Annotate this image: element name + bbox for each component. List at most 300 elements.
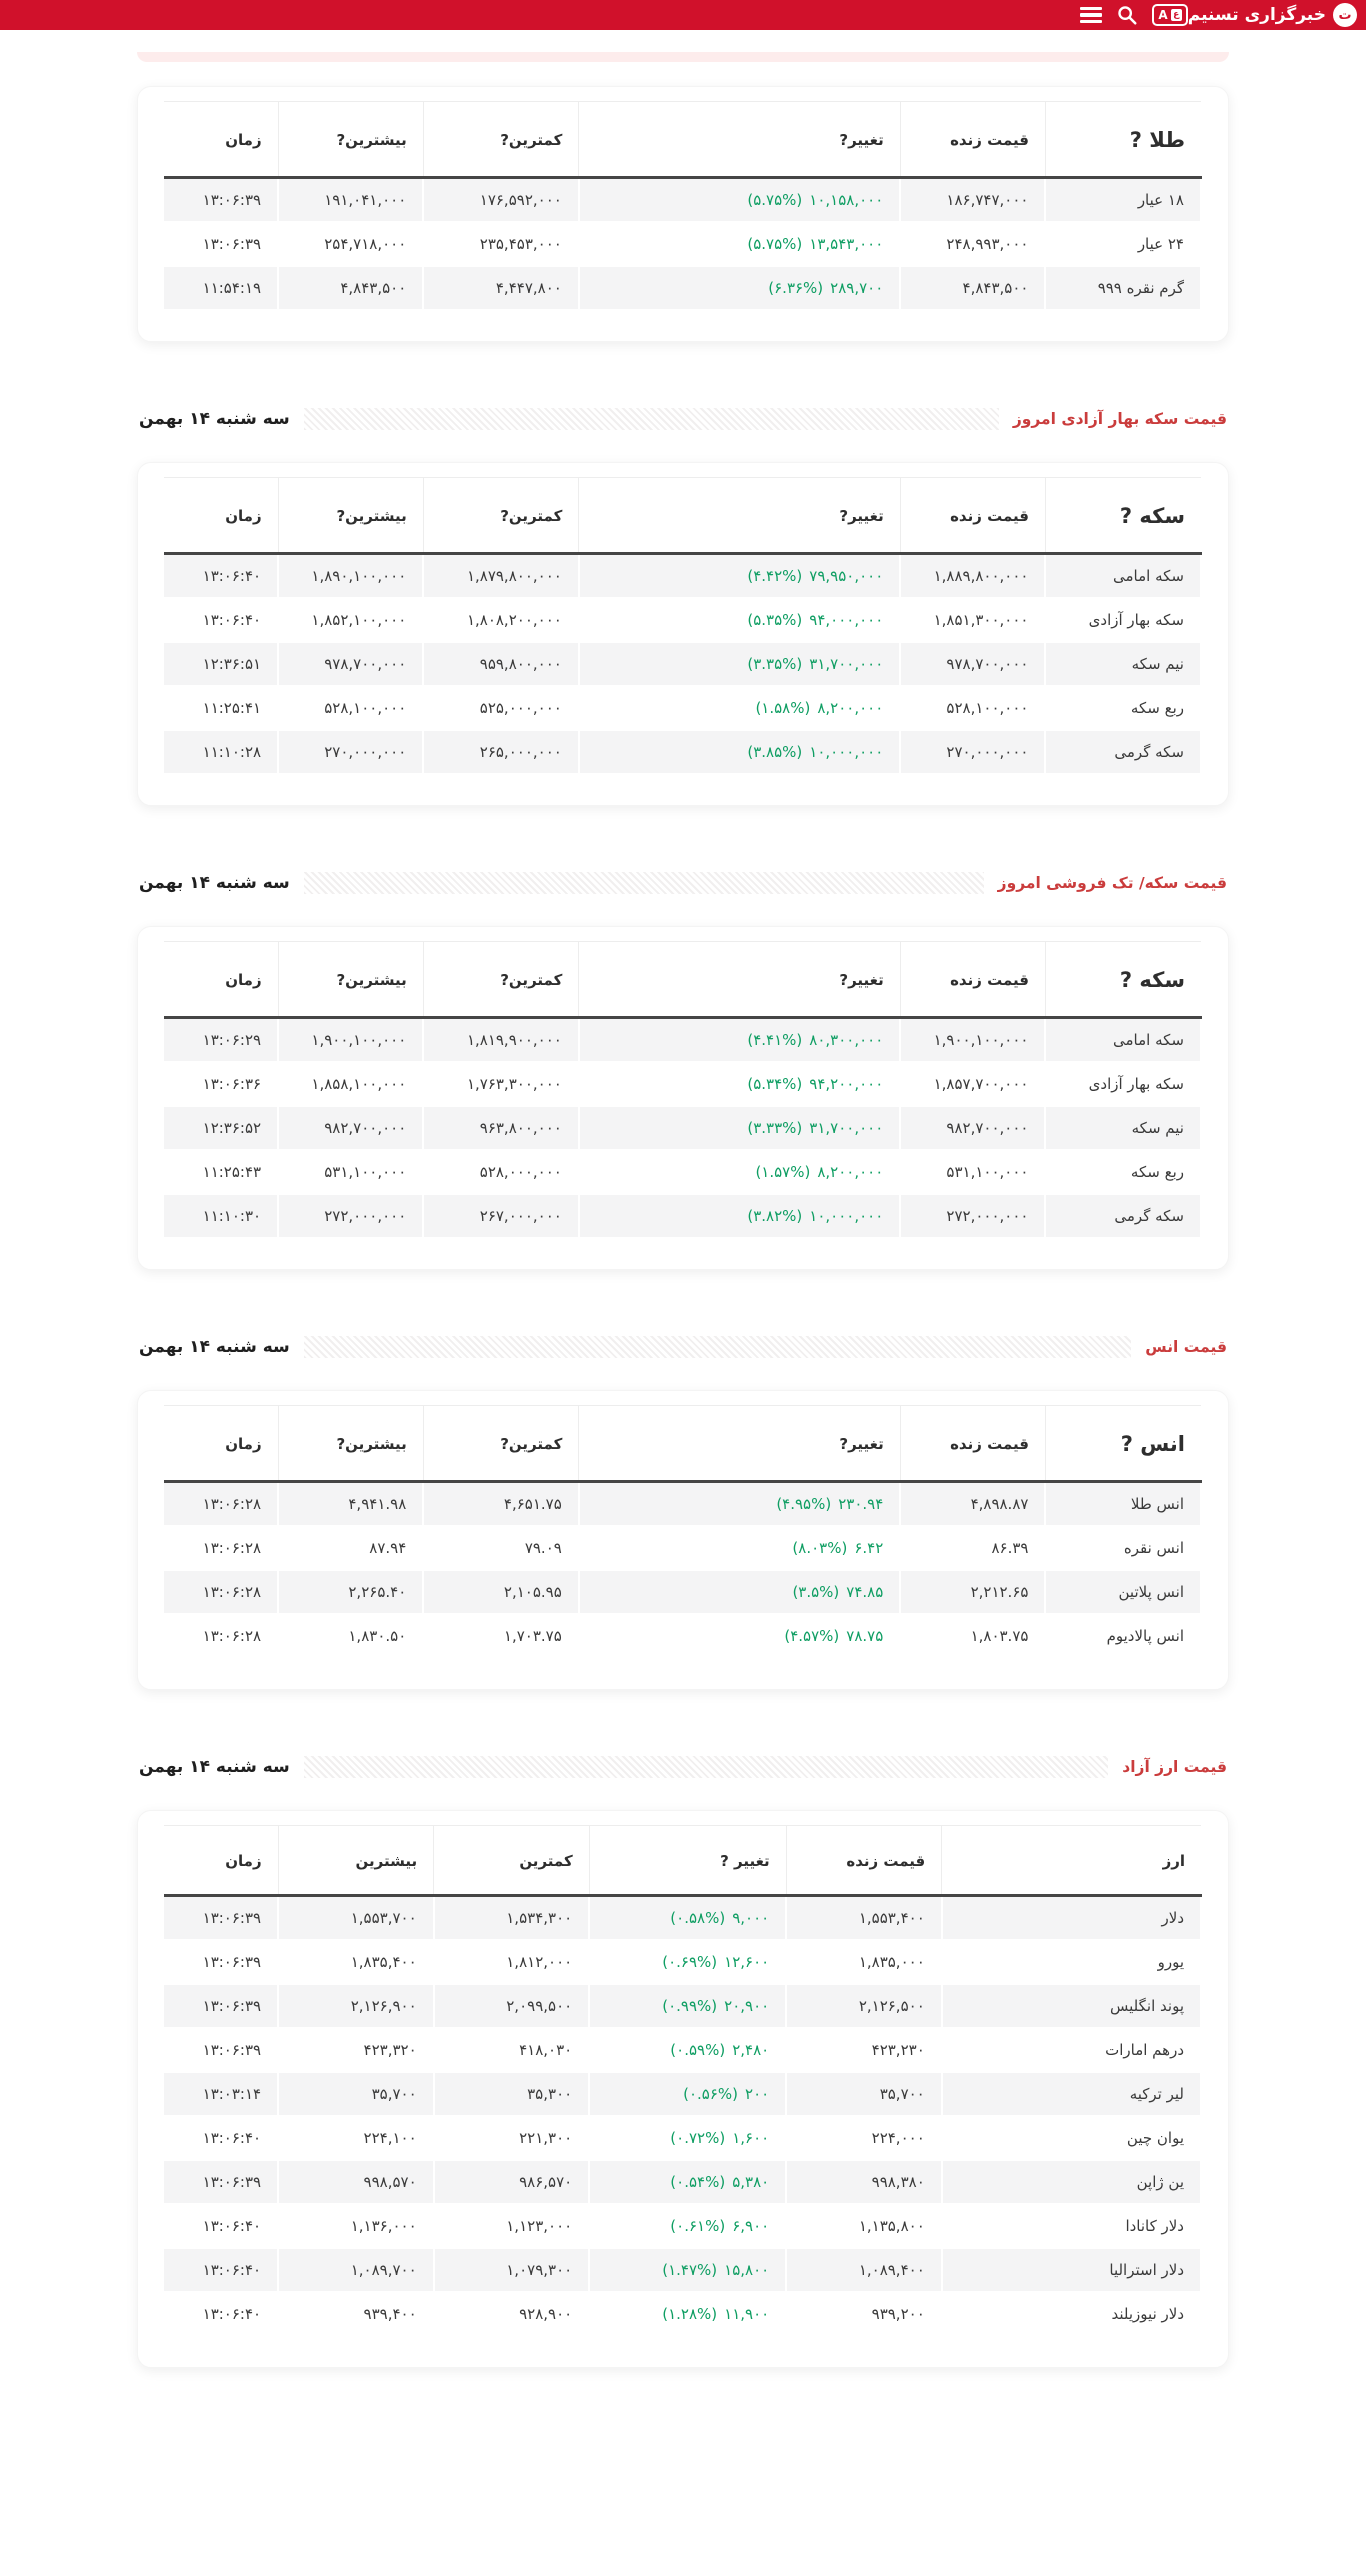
change-cell <box>589 1940 786 1984</box>
max-price: ۵۳۱,۱۰۰,۰۰۰ <box>278 1150 423 1194</box>
max-price: ۱,۸۹۰,۱۰۰,۰۰۰ <box>278 554 423 599</box>
table-row <box>164 554 1201 599</box>
change-percent: (۵.۳۴%) <box>747 1075 803 1093</box>
change-amount: ۷۸.۷۵ <box>846 1627 884 1645</box>
row-label: سکه گرمی <box>1045 730 1201 774</box>
row-label: نیم سکه <box>1045 642 1201 686</box>
col-header-time: زمان <box>164 478 278 554</box>
update-time: ۱۳:۰۶:۴۰ <box>164 2248 278 2292</box>
update-time: ۱۱:۲۵:۴۳ <box>164 1150 278 1194</box>
table-row <box>164 642 1201 686</box>
live-price: ۱,۸۵۷,۷۰۰,۰۰۰ <box>900 1062 1045 1106</box>
section-bar <box>139 1756 1227 1778</box>
live-price: ۳۵,۷۰۰ <box>786 2072 942 2116</box>
row-label: ربع سکه <box>1045 1150 1201 1194</box>
change-percent: (۴.۴۲%) <box>747 567 803 585</box>
change-amount: ۱,۶۰۰ <box>732 2129 770 2147</box>
table-row <box>164 1940 1201 1984</box>
change-cell <box>589 2204 786 2248</box>
table-row <box>164 598 1201 642</box>
max-price: ۴,۹۴۱.۹۸ <box>278 1482 423 1527</box>
col-header-time: زمان <box>164 102 278 178</box>
live-price: ۹۸۲,۷۰۰,۰۰۰ <box>900 1106 1045 1150</box>
min-price: ۹۲۸,۹۰۰ <box>434 2292 590 2336</box>
live-price: ۱,۹۰۰,۱۰۰,۰۰۰ <box>900 1018 1045 1063</box>
change-cell <box>589 1896 786 1941</box>
change-percent: (۵.۷۵%) <box>747 191 803 209</box>
row-label: سکه امامی <box>1045 1018 1201 1063</box>
max-price: ۱,۸۵۲,۱۰۰,۰۰۰ <box>278 598 423 642</box>
change-percent: (۵.۷۵%) <box>747 235 803 253</box>
change-percent: (۸.۰۳%) <box>792 1539 848 1557</box>
stripe-divider <box>304 1336 1132 1358</box>
col-header-change[interactable]: تغییر? <box>579 1406 900 1482</box>
update-time: ۱۳:۰۶:۳۹ <box>164 1896 278 1941</box>
translate-latin-glyph: A <box>1158 8 1168 22</box>
change-percent: (۳.۵%) <box>792 1583 840 1601</box>
coin-bahar-price-table <box>164 477 1202 775</box>
col-header-ounce[interactable]: انس ? <box>1045 1406 1201 1482</box>
min-price: ۲۶۷,۰۰۰,۰۰۰ <box>423 1194 579 1238</box>
table-header-row <box>164 1406 1201 1482</box>
change-cell <box>579 1194 900 1238</box>
live-price: ۱,۸۸۹,۸۰۰,۰۰۰ <box>900 554 1045 599</box>
update-time: ۱۳:۰۶:۲۸ <box>164 1614 278 1658</box>
update-time: ۱۳:۰۳:۱۴ <box>164 2072 278 2116</box>
min-price: ۴,۴۴۷,۸۰۰ <box>423 266 579 310</box>
max-price: ۹۹۸,۵۷۰ <box>278 2160 434 2204</box>
change-amount: ۱۵,۸۰۰ <box>724 2261 770 2279</box>
row-label: انس نقره <box>1045 1526 1201 1570</box>
table-row <box>164 1018 1201 1063</box>
row-label: دلار کانادا <box>942 2204 1201 2248</box>
update-time: ۱۳:۰۶:۳۹ <box>164 1984 278 2028</box>
app-header <box>0 0 1366 30</box>
table-row <box>164 1984 1201 2028</box>
min-price: ۹۵۹,۸۰۰,۰۰۰ <box>423 642 579 686</box>
update-time: ۱۳:۰۶:۴۰ <box>164 2292 278 2336</box>
col-header-time: زمان <box>164 1826 278 1896</box>
table-header-row <box>164 478 1201 554</box>
row-label: یوان چین <box>942 2116 1201 2160</box>
table-header-row <box>164 102 1201 178</box>
change-percent: (۱.۴۷%) <box>662 2261 718 2279</box>
min-price: ۲۲۱,۳۰۰ <box>434 2116 590 2160</box>
min-price: ۲۳۵,۴۵۳,۰۰۰ <box>423 222 579 266</box>
min-price: ۴۱۸,۰۳۰ <box>434 2028 590 2072</box>
change-cell <box>579 266 900 310</box>
row-label: یورو <box>942 1940 1201 1984</box>
table-row <box>164 2116 1201 2160</box>
coin-single-card <box>137 926 1229 1270</box>
change-percent: (۴.۵۷%) <box>784 1627 840 1645</box>
change-amount: ۹,۰۰۰ <box>732 1909 770 1927</box>
update-time: ۱۳:۰۶:۴۰ <box>164 554 278 599</box>
change-cell <box>579 1062 900 1106</box>
min-price: ۵۲۸,۰۰۰,۰۰۰ <box>423 1150 579 1194</box>
col-header-gold[interactable]: طلا ? <box>1045 102 1201 178</box>
change-amount: ۲۰۰ <box>745 2085 770 2103</box>
row-label: نیم سکه <box>1045 1106 1201 1150</box>
live-price: ۴,۸۴۳,۵۰۰ <box>900 266 1045 310</box>
live-price: ۱,۵۵۳,۴۰۰ <box>786 1896 942 1941</box>
max-price: ۲۲۴,۱۰۰ <box>278 2116 434 2160</box>
col-header-live: قیمت زنده <box>900 478 1045 554</box>
max-price: ۱,۰۸۹,۷۰۰ <box>278 2248 434 2292</box>
live-price: ۹۹۸,۳۸۰ <box>786 2160 942 2204</box>
table-row <box>164 266 1201 310</box>
stripe-divider <box>304 1756 1108 1778</box>
col-header-min[interactable]: کمترین? <box>423 1406 579 1482</box>
min-price: ۱,۸۱۲,۰۰۰ <box>434 1940 590 1984</box>
min-price: ۱,۵۳۴,۳۰۰ <box>434 1896 590 1941</box>
change-percent: (۰.۷۲%) <box>670 2129 726 2147</box>
col-header-min[interactable]: کمترین? <box>423 478 579 554</box>
max-price: ۲۵۴,۷۱۸,۰۰۰ <box>278 222 423 266</box>
update-time: ۱۲:۳۶:۵۱ <box>164 642 278 686</box>
translate-icon[interactable] <box>1152 4 1187 26</box>
update-time: ۱۳:۰۶:۳۹ <box>164 2160 278 2204</box>
change-amount: ۸,۲۰۰,۰۰۰ <box>817 699 884 717</box>
table-row <box>164 1896 1201 1941</box>
change-percent: (۳.۸۵%) <box>747 743 803 761</box>
min-price: ۲,۰۹۹,۵۰۰ <box>434 1984 590 2028</box>
table-row <box>164 2160 1201 2204</box>
min-price: ۴,۶۵۱.۷۵ <box>423 1482 579 1527</box>
change-cell <box>589 2116 786 2160</box>
update-time: ۱۱:۱۰:۳۰ <box>164 1194 278 1238</box>
live-price: ۹۷۸,۷۰۰,۰۰۰ <box>900 642 1045 686</box>
live-price: ۱,۸۰۳.۷۵ <box>900 1614 1045 1658</box>
change-percent: (۱.۵۸%) <box>755 699 811 717</box>
section-bar <box>139 408 1227 430</box>
live-price: ۴,۸۹۸.۸۷ <box>900 1482 1045 1527</box>
change-percent: (۰.۵۴%) <box>670 2173 726 2191</box>
row-label: دلار <box>942 1896 1201 1941</box>
table-row <box>164 2248 1201 2292</box>
row-label: ین ژاپن <box>942 2160 1201 2204</box>
live-price: ۲۴۸,۹۹۳,۰۰۰ <box>900 222 1045 266</box>
live-price: ۲۷۲,۰۰۰,۰۰۰ <box>900 1194 1045 1238</box>
section-date: سه شنبه ۱۴ بهمن <box>139 873 290 893</box>
col-header-change[interactable]: تغییر? <box>579 102 900 178</box>
max-price: ۱,۱۳۶,۰۰۰ <box>278 2204 434 2248</box>
table-row <box>164 2204 1201 2248</box>
section-bar <box>139 1336 1227 1358</box>
section-title-link[interactable]: قیمت انس <box>1145 1338 1227 1356</box>
col-header-min: کمترین <box>434 1826 590 1896</box>
col-header-time: زمان <box>164 942 278 1018</box>
table-row <box>164 2292 1201 2336</box>
update-time: ۱۳:۰۶:۲۸ <box>164 1526 278 1570</box>
max-price: ۳۵,۷۰۰ <box>278 2072 434 2116</box>
min-price: ۹۶۳,۸۰۰,۰۰۰ <box>423 1106 579 1150</box>
row-label: سکه امامی <box>1045 554 1201 599</box>
live-price: ۵۲۸,۱۰۰,۰۰۰ <box>900 686 1045 730</box>
gold-price-table <box>164 101 1202 311</box>
row-label: دلار استرالیا <box>942 2248 1201 2292</box>
change-amount: ۳۱,۷۰۰,۰۰۰ <box>809 655 884 673</box>
change-amount: ۸۰,۳۰۰,۰۰۰ <box>809 1031 884 1049</box>
update-time: ۱۳:۰۶:۲۹ <box>164 1018 278 1063</box>
brand-name: خبرگزاری تسنیم <box>1187 5 1326 25</box>
change-percent: (۰.۶۹%) <box>662 1953 718 1971</box>
row-label: پوند انگلیس <box>942 1984 1201 2028</box>
section-title-link[interactable]: قیمت سکه/ تک فروشی امروز <box>997 874 1227 892</box>
change-cell <box>589 2160 786 2204</box>
change-cell <box>579 1614 900 1658</box>
change-amount: ۶.۴۲ <box>854 1539 884 1557</box>
change-cell <box>579 554 900 599</box>
row-label: گرم نقره ۹۹۹ <box>1045 266 1201 310</box>
table-row <box>164 1614 1201 1658</box>
coin-single-price-table <box>164 941 1202 1239</box>
col-header-coin[interactable]: سکه ? <box>1045 942 1201 1018</box>
change-cell <box>589 2028 786 2072</box>
row-label: ۲۴ عیار <box>1045 222 1201 266</box>
max-price: ۸۷.۹۴ <box>278 1526 423 1570</box>
col-header-max[interactable]: بیشترین? <box>278 942 423 1018</box>
col-header-max: بیشترین <box>278 1826 434 1896</box>
update-time: ۱۳:۰۶:۴۰ <box>164 2116 278 2160</box>
row-label: سکه بهار آزادی <box>1045 598 1201 642</box>
col-header-change[interactable]: تغییر ? <box>589 1826 786 1896</box>
min-price: ۱,۸۰۸,۲۰۰,۰۰۰ <box>423 598 579 642</box>
stripe-divider <box>304 872 984 894</box>
live-price: ۱,۸۵۱,۳۰۰,۰۰۰ <box>900 598 1045 642</box>
row-label: درهم امارات <box>942 2028 1201 2072</box>
change-amount: ۱۲,۶۰۰ <box>724 1953 770 1971</box>
col-header-live: قیمت زنده <box>900 942 1045 1018</box>
section-ounce <box>137 1336 1229 1690</box>
change-percent: (۰.۵۹%) <box>670 2041 726 2059</box>
row-label: ربع سکه <box>1045 686 1201 730</box>
col-header-currency: ارز <box>942 1826 1201 1896</box>
section-bar <box>139 872 1227 894</box>
change-amount: ۳۱,۷۰۰,۰۰۰ <box>809 1119 884 1137</box>
change-cell <box>579 1482 900 1527</box>
col-header-min[interactable]: کمترین? <box>423 102 579 178</box>
content-column <box>137 52 1229 2368</box>
min-price: ۳۵,۳۰۰ <box>434 2072 590 2116</box>
row-label: دلار نیوزیلند <box>942 2292 1201 2336</box>
row-label: انس طلا <box>1045 1482 1201 1527</box>
max-price: ۴۲۳,۳۲۰ <box>278 2028 434 2072</box>
col-header-live: قیمت زنده <box>786 1826 942 1896</box>
update-time: ۱۳:۰۶:۲۸ <box>164 1570 278 1614</box>
live-price: ۲,۱۲۶,۵۰۰ <box>786 1984 942 2028</box>
topbar-icons <box>1080 4 1187 26</box>
currency-card <box>137 1810 1229 2368</box>
max-price: ۱,۸۳۰.۵۰ <box>278 1614 423 1658</box>
table-row <box>164 2072 1201 2116</box>
coin-bahar-card <box>137 462 1229 806</box>
max-price: ۱,۸۳۵,۴۰۰ <box>278 1940 434 1984</box>
min-price: ۲,۱۰۵.۹۵ <box>423 1570 579 1614</box>
tasnim-emblem-icon: ت <box>1333 3 1357 27</box>
row-label: سکه بهار آزادی <box>1045 1062 1201 1106</box>
update-time: ۱۳:۰۶:۳۹ <box>164 178 278 223</box>
currency-price-table <box>164 1825 1202 2337</box>
translate-rtl-glyph: ع <box>1171 9 1182 21</box>
menu-icon[interactable] <box>1080 7 1102 24</box>
update-time: ۱۱:۲۵:۴۱ <box>164 686 278 730</box>
change-percent: (۰.۶۱%) <box>670 2217 726 2235</box>
change-percent: (۱.۲۸%) <box>662 2305 718 2323</box>
section-title-link[interactable]: قیمت ارز آزاد <box>1122 1758 1227 1776</box>
table-row <box>164 1062 1201 1106</box>
row-label: ۱۸ عیار <box>1045 178 1201 223</box>
row-label: انس پلاتین <box>1045 1570 1201 1614</box>
change-percent: (۱.۵۷%) <box>755 1163 811 1181</box>
table-row <box>164 222 1201 266</box>
min-price: ۷۹.۰۹ <box>423 1526 579 1570</box>
col-header-change[interactable]: تغییر? <box>579 478 900 554</box>
min-price: ۱,۸۷۹,۸۰۰,۰۰۰ <box>423 554 579 599</box>
min-price: ۱,۷۶۳,۳۰۰,۰۰۰ <box>423 1062 579 1106</box>
min-price: ۱۷۶,۵۹۲,۰۰۰ <box>423 178 579 223</box>
change-amount: ۲۸۹,۷۰۰ <box>830 279 884 297</box>
max-price: ۱,۸۵۸,۱۰۰,۰۰۰ <box>278 1062 423 1106</box>
change-amount: ۸,۲۰۰,۰۰۰ <box>817 1163 884 1181</box>
live-price: ۹۳۹,۲۰۰ <box>786 2292 942 2336</box>
change-cell <box>579 642 900 686</box>
tasnim-logo[interactable] <box>1188 3 1357 27</box>
max-price: ۲,۱۲۶,۹۰۰ <box>278 1984 434 2028</box>
change-percent: (۴.۹۵%) <box>776 1495 832 1513</box>
row-label: سکه گرمی <box>1045 1194 1201 1238</box>
live-price: ۲,۲۱۲.۶۵ <box>900 1570 1045 1614</box>
change-amount: ۶,۹۰۰ <box>732 2217 770 2235</box>
change-cell <box>579 178 900 223</box>
change-amount: ۷۴.۸۵ <box>846 1583 884 1601</box>
update-time: ۱۳:۰۶:۴۰ <box>164 598 278 642</box>
update-time: ۱۳:۰۶:۳۹ <box>164 1940 278 1984</box>
live-price: ۱,۸۳۵,۰۰۰ <box>786 1940 942 1984</box>
col-header-min[interactable]: کمترین? <box>423 942 579 1018</box>
min-price: ۲۶۵,۰۰۰,۰۰۰ <box>423 730 579 774</box>
table-header-row <box>164 942 1201 1018</box>
table-row <box>164 1194 1201 1238</box>
change-cell <box>579 730 900 774</box>
section-currency <box>137 1756 1229 2368</box>
update-time: ۱۳:۰۶:۲۸ <box>164 1482 278 1527</box>
change-amount: ۹۴,۰۰۰,۰۰۰ <box>809 611 884 629</box>
update-time: ۱۲:۳۶:۵۲ <box>164 1106 278 1150</box>
max-price: ۹۷۸,۷۰۰,۰۰۰ <box>278 642 423 686</box>
change-cell <box>589 1984 786 2028</box>
update-time: ۱۳:۰۶:۳۹ <box>164 2028 278 2072</box>
change-amount: ۱۳,۵۴۳,۰۰۰ <box>809 235 884 253</box>
max-price: ۲,۲۶۵.۴۰ <box>278 1570 423 1614</box>
max-price: ۱۹۱,۰۴۱,۰۰۰ <box>278 178 423 223</box>
change-cell <box>579 1106 900 1150</box>
change-amount: ۲,۴۸۰ <box>732 2041 770 2059</box>
col-header-max[interactable]: بیشترین? <box>278 478 423 554</box>
change-cell <box>579 1018 900 1063</box>
live-price: ۲۷۰,۰۰۰,۰۰۰ <box>900 730 1045 774</box>
update-time: ۱۱:۵۴:۱۹ <box>164 266 278 310</box>
min-price: ۱,۷۰۳.۷۵ <box>423 1614 579 1658</box>
col-header-time: زمان <box>164 1406 278 1482</box>
row-label: لیر ترکیه <box>942 2072 1201 2116</box>
gold-card <box>137 86 1229 342</box>
table-row <box>164 730 1201 774</box>
change-amount: ۹۴,۲۰۰,۰۰۰ <box>809 1075 884 1093</box>
change-cell <box>579 1526 900 1570</box>
update-time: ۱۳:۰۶:۳۶ <box>164 1062 278 1106</box>
change-cell <box>589 2072 786 2116</box>
live-price: ۱,۱۳۵,۸۰۰ <box>786 2204 942 2248</box>
change-cell <box>579 222 900 266</box>
live-price: ۴۲۳,۲۳۰ <box>786 2028 942 2072</box>
live-price: ۱,۰۸۹,۴۰۰ <box>786 2248 942 2292</box>
table-row <box>164 1150 1201 1194</box>
change-amount: ۱۰,۰۰۰,۰۰۰ <box>809 743 884 761</box>
change-percent: (۳.۳۵%) <box>747 655 803 673</box>
col-header-change[interactable]: تغییر? <box>579 942 900 1018</box>
update-time: ۱۳:۰۶:۴۰ <box>164 2204 278 2248</box>
banner-remnant <box>137 52 1229 62</box>
change-amount: ۲۰,۹۰۰ <box>724 1997 770 2015</box>
col-header-max[interactable]: بیشترین? <box>278 1406 423 1482</box>
table-row <box>164 1106 1201 1150</box>
max-price: ۹۸۲,۷۰۰,۰۰۰ <box>278 1106 423 1150</box>
update-time: ۱۳:۰۶:۳۹ <box>164 222 278 266</box>
change-percent: (۴.۴۱%) <box>747 1031 803 1049</box>
change-percent: (۳.۳۳%) <box>747 1119 803 1137</box>
ounce-card <box>137 1390 1229 1690</box>
table-header-row <box>164 1826 1201 1896</box>
change-percent: (۰.۵۶%) <box>683 2085 739 2103</box>
change-cell <box>579 1150 900 1194</box>
col-header-live: قیمت زنده <box>900 102 1045 178</box>
change-percent: (۶.۳۶%) <box>768 279 824 297</box>
section-coin-single <box>137 872 1229 1270</box>
max-price: ۱,۵۵۳,۷۰۰ <box>278 1896 434 1941</box>
stripe-divider <box>304 408 999 430</box>
change-percent: (۰.۵۸%) <box>670 1909 726 1927</box>
max-price: ۱,۹۰۰,۱۰۰,۰۰۰ <box>278 1018 423 1063</box>
ounce-price-table <box>164 1405 1202 1659</box>
change-cell <box>579 598 900 642</box>
min-price: ۱,۱۲۳,۰۰۰ <box>434 2204 590 2248</box>
change-amount: ۱۰,۰۰۰,۰۰۰ <box>809 1207 884 1225</box>
change-amount: ۱۰,۱۵۸,۰۰۰ <box>809 191 884 209</box>
change-percent: (۳.۸۲%) <box>747 1207 803 1225</box>
change-amount: ۲۳۰.۹۴ <box>838 1495 884 1513</box>
table-row <box>164 2028 1201 2072</box>
change-percent: (۵.۳۵%) <box>747 611 803 629</box>
live-price: ۱۸۶,۷۴۷,۰۰۰ <box>900 178 1045 223</box>
update-time: ۱۱:۱۰:۲۸ <box>164 730 278 774</box>
change-cell <box>589 2292 786 2336</box>
change-cell <box>579 1570 900 1614</box>
col-header-coin[interactable]: سکه ? <box>1045 478 1201 554</box>
max-price: ۴,۸۴۳,۵۰۰ <box>278 266 423 310</box>
table-row <box>164 686 1201 730</box>
change-percent: (۰.۹۹%) <box>662 1997 718 2015</box>
search-icon[interactable] <box>1116 4 1138 26</box>
max-price: ۲۷۰,۰۰۰,۰۰۰ <box>278 730 423 774</box>
table-row <box>164 1526 1201 1570</box>
section-title-link[interactable]: قیمت سکه بهار آزادی امروز <box>1012 410 1227 428</box>
min-price: ۵۲۵,۰۰۰,۰۰۰ <box>423 686 579 730</box>
col-header-max[interactable]: بیشترین? <box>278 102 423 178</box>
min-price: ۱,۸۱۹,۹۰۰,۰۰۰ <box>423 1018 579 1063</box>
max-price: ۹۳۹,۴۰۰ <box>278 2292 434 2336</box>
min-price: ۹۸۶,۵۷۰ <box>434 2160 590 2204</box>
